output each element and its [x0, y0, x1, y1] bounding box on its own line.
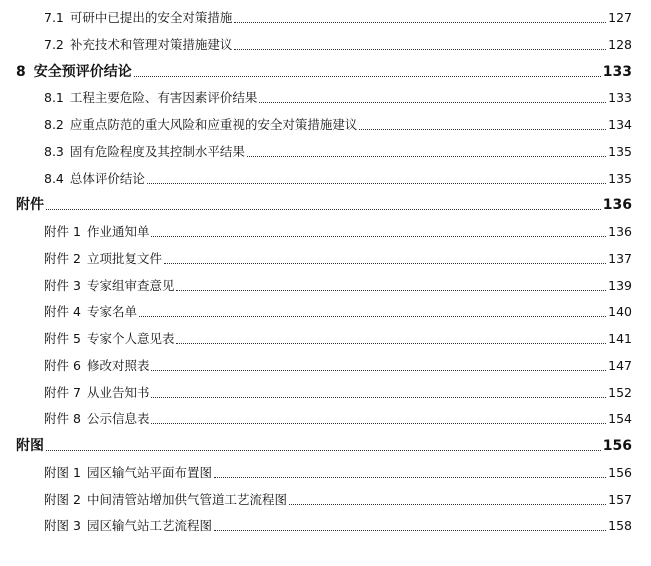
toc-entry-number: 8.4: [44, 171, 64, 186]
dot-leader: [259, 102, 606, 103]
toc-entry[interactable]: [44, 115, 632, 135]
toc-entry-page-number: 136: [602, 197, 632, 213]
toc-entry-page-number: 139: [608, 278, 632, 293]
toc-entry-page-number: 135: [608, 144, 632, 159]
toc-entry-page-number: 156: [608, 465, 632, 480]
toc-entry[interactable]: [44, 222, 632, 242]
toc-entry-number: 7.1: [44, 10, 64, 25]
dot-leader: [139, 316, 606, 317]
toc-entry-title: 从业告知书: [86, 385, 150, 400]
toc-entry[interactable]: [44, 249, 632, 269]
toc-entry-page-number: 133: [608, 90, 632, 105]
toc-entry-page-number: 137: [608, 251, 632, 266]
dot-leader: [289, 504, 606, 505]
toc-entry-title: 园区输气站平面布置图: [86, 465, 212, 480]
dot-leader: [214, 477, 606, 478]
toc-entry-title: 专家个人意见表: [86, 331, 175, 346]
toc-entry-title: 附件: [16, 197, 44, 213]
toc-entry-title: 固有危险程度及其控制水平结果: [69, 144, 245, 159]
toc-entry-number: 附件 3: [44, 278, 81, 293]
toc-entry-page-number: 136: [608, 224, 632, 239]
dot-leader: [359, 129, 606, 130]
dot-leader: [176, 290, 606, 291]
toc-entry[interactable]: [44, 409, 632, 429]
toc-entry-number: 附件 1: [44, 224, 81, 239]
toc-entry[interactable]: [44, 356, 632, 376]
dot-leader: [151, 370, 606, 371]
toc-entry-number: 8.2: [44, 117, 64, 132]
toc-entry[interactable]: [44, 463, 632, 483]
dot-leader: [214, 530, 606, 531]
dot-leader: [134, 76, 601, 77]
toc-entry-title: 工程主要危险、有害因素评价结果: [69, 90, 258, 105]
toc-entry-number: 附图 1: [44, 465, 81, 480]
toc-entry[interactable]: [44, 490, 632, 510]
toc-entry-number: 附件 8: [44, 411, 81, 426]
dot-leader: [164, 263, 606, 264]
toc-entry-page-number: 135: [608, 171, 632, 186]
toc-entry[interactable]: [44, 383, 632, 403]
toc-entry-page-number: 127: [608, 10, 632, 25]
toc-entry-page-number: 133: [602, 64, 632, 80]
toc-entry-title: 安全预评价结论: [33, 64, 132, 80]
toc-entry-number: 附件 5: [44, 331, 81, 346]
toc-entry-title: 修改对照表: [86, 358, 150, 373]
toc-entry-number: 8.3: [44, 144, 64, 159]
toc-entry-title: 补充技术和管理对策措施建议: [69, 37, 233, 52]
toc-entry[interactable]: [44, 169, 632, 189]
dot-leader: [151, 423, 606, 424]
toc-entry-page-number: 154: [608, 411, 632, 426]
toc-entry-title: 作业通知单: [86, 224, 150, 239]
toc-entry-title: 专家名单: [86, 304, 137, 319]
toc-entry-page-number: 157: [608, 492, 632, 507]
toc-entry-page-number: 140: [608, 304, 632, 319]
toc-entry-number: 附件 2: [44, 251, 81, 266]
toc-entry-number: 8: [16, 64, 26, 80]
toc-entry-page-number: 128: [608, 37, 632, 52]
toc-entry[interactable]: [44, 35, 632, 55]
dot-leader: [151, 397, 606, 398]
toc-heading-entry[interactable]: [16, 195, 632, 215]
toc-entry-page-number: 152: [608, 385, 632, 400]
toc-entry-title: 立项批复文件: [86, 251, 162, 266]
dot-leader: [46, 450, 601, 451]
toc-entry-page-number: 147: [608, 358, 632, 373]
toc-entry-page-number: 134: [608, 117, 632, 132]
toc-heading-entry[interactable]: [16, 62, 632, 82]
toc-entry-number: 附图 2: [44, 492, 81, 507]
toc-entry-title: 可研中已提出的安全对策措施: [69, 10, 233, 25]
dot-leader: [176, 343, 606, 344]
toc-entry-page-number: 141: [608, 331, 632, 346]
toc-entry[interactable]: [44, 329, 632, 349]
dot-leader: [151, 236, 606, 237]
dot-leader: [234, 22, 606, 23]
toc-entry-page-number: 158: [608, 518, 632, 533]
toc-entry[interactable]: [44, 142, 632, 162]
toc-entry-number: 附件 7: [44, 385, 81, 400]
toc-entry[interactable]: [44, 516, 632, 536]
toc-entry[interactable]: [44, 302, 632, 322]
toc-entry-title: 应重点防范的重大风险和应重视的安全对策措施建议: [69, 117, 358, 132]
toc-entry-title: 附图: [16, 438, 44, 454]
toc-entry-page-number: 156: [602, 438, 632, 454]
dot-leader: [247, 156, 606, 157]
toc-entry-title: 公示信息表: [86, 411, 150, 426]
toc-entry-number: 7.2: [44, 37, 64, 52]
toc-entry-title: 园区输气站工艺流程图: [86, 518, 212, 533]
toc-entry[interactable]: [44, 88, 632, 108]
dot-leader: [46, 209, 601, 210]
toc-entry-title: 专家组审查意见: [86, 278, 175, 293]
toc-entry-number: 附件 4: [44, 304, 81, 319]
toc-entry[interactable]: [44, 8, 632, 28]
toc-entry-number: 附图 3: [44, 518, 81, 533]
toc-entry-number: 附件 6: [44, 358, 81, 373]
dot-leader: [147, 183, 606, 184]
toc-entry-title: 总体评价结论: [69, 171, 145, 186]
toc-entry-number: 8.1: [44, 90, 64, 105]
toc-heading-entry[interactable]: [16, 436, 632, 456]
toc-entry[interactable]: [44, 276, 632, 296]
dot-leader: [234, 49, 606, 50]
toc-entry-title: 中间清管站增加供气管道工艺流程图: [86, 492, 287, 507]
